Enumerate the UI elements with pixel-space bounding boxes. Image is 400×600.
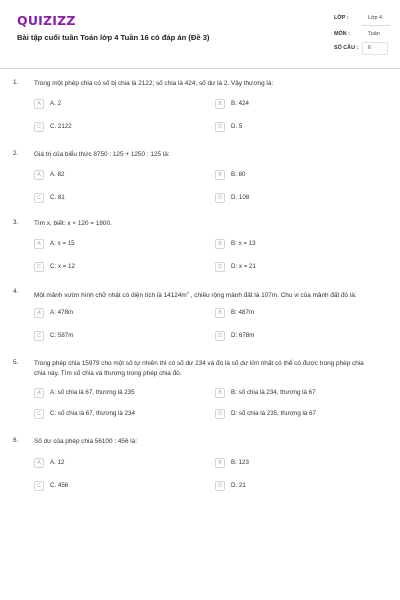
option-text: D. 5 [231,123,243,130]
option-letter-box: C [34,262,44,272]
option-letter-box: B [215,388,225,398]
option-text: A: 478m [50,309,74,316]
option-a[interactable] [34,170,184,182]
option-letter-box: A [34,458,44,468]
question-text-part: , chiều rộng mảnh đất là 107m. Chu vi của mảnh đất đó là: [188,292,357,300]
question-number: 5. [13,359,19,366]
quizizz-logo: QUIZIZZ [17,13,76,28]
question-text-part: Một mảnh vườn hình chữ nhật có diện tích là 14124m [34,292,187,300]
option-text: A. 82 [50,171,65,178]
option-letter-box: B [215,308,225,318]
option-letter-box: D [215,331,225,341]
option-c[interactable] [34,481,184,493]
meta-divider [362,25,390,26]
option-text: D. 21 [231,482,246,489]
option-d[interactable] [215,193,365,205]
superscript: 2 [186,290,189,295]
option-text: D: 678m [231,332,255,339]
option-letter-box: C [34,193,44,203]
option-text: A: số chia là 67, thương là 235 [50,389,135,396]
option-letter-box: A [34,239,44,249]
option-letter-box: D [215,262,225,272]
question-text: Giá trị của biểu thức 8750 : 125 + 1250 : 125 là: [34,151,170,158]
option-text: B: số chia là 234, thương là 67 [231,389,316,396]
question-text [34,288,364,301]
option-letter-box: D [215,481,225,491]
option-d[interactable] [215,122,365,134]
question-text: Trong phép chia 15979 cho một số tự nhiên thì có số dư 234 và đó là số dư lớn nhất có thể có được trong phép chia chia này. Tìm số chia và thương trong phép chia đó. [34,360,364,377]
option-letter-box: D [215,122,225,132]
worksheet-header [0,0,400,68]
option-c[interactable] [34,193,184,205]
option-text: C. 456 [50,482,69,489]
question-text: Số dư của phép chia 56100 : 456 là: [34,438,138,445]
option-a[interactable] [34,99,184,111]
question-number: 3. [13,219,19,226]
header-divider [0,68,400,69]
option-letter-box: C [34,331,44,341]
option-a[interactable] [34,458,184,470]
question-number: 6. [13,437,19,444]
option-text: B. 424 [231,100,249,107]
option-a[interactable] [34,388,184,400]
option-b[interactable] [215,388,365,400]
option-letter-box: A [34,99,44,109]
option-letter-box: B [215,239,225,249]
question-text: Trong một phép chia có số bị chia là 2122; số chia là 424; số dư là 2. Vậy thương là: [34,80,274,87]
meta-subject-label: MÔN : [334,31,350,37]
meta-count-label: SỐ CÂU : [334,45,359,51]
option-letter-box: C [34,122,44,132]
meta-grade-value: Lớp 4 [368,15,383,21]
option-letter-box: A [34,170,44,180]
question-number: 1. [13,79,19,86]
option-letter-box: B [215,170,225,180]
option-letter-box: D [215,193,225,203]
option-d[interactable] [215,331,365,343]
option-b[interactable] [215,99,365,111]
option-b[interactable] [215,308,365,320]
option-text: C. 81 [50,194,65,201]
option-text: C: số chia là 67, thương là 234 [50,410,135,417]
meta-count-value: 6 [368,45,371,51]
meta-grade-label: LỚP : [334,15,349,21]
meta-subject-value: Toán [368,31,380,37]
option-letter-box: A [34,388,44,398]
option-letter-box: C [34,481,44,491]
option-text: B. 123 [231,459,249,466]
option-letter-box: B [215,99,225,109]
option-text: D: số chia là 235, thương là 67 [231,410,316,417]
option-text: C: x = 12 [50,263,75,270]
option-text: A: x = 15 [50,240,75,247]
option-text: C: 587m [50,332,74,339]
question-number: 4. [13,288,19,295]
question-text: Tìm x, biết: x × 120 = 1800. [34,220,112,227]
option-text: B. 80 [231,171,246,178]
option-text: B: x = 13 [231,240,256,247]
option-d[interactable] [215,481,365,493]
option-c[interactable] [34,122,184,134]
option-text: A. 2 [50,100,62,107]
option-text: D. 108 [231,194,250,201]
option-a[interactable] [34,308,184,320]
option-letter-box: D [215,409,225,419]
question-number: 2. [13,150,19,157]
option-b[interactable] [215,458,365,470]
option-c[interactable] [34,409,184,421]
option-letter-box: C [34,409,44,419]
option-text: D: x = 21 [231,263,256,270]
worksheet-title: Bài tập cuối tuần Toán lớp 4 Tuần 16 có đáp án (Đề 3) [17,33,210,42]
option-d[interactable] [215,262,365,274]
option-letter-box: A [34,308,44,318]
option-d[interactable] [215,409,365,421]
option-b[interactable] [215,239,365,251]
option-c[interactable] [34,331,184,343]
option-c[interactable] [34,262,184,274]
option-b[interactable] [215,170,365,182]
meta-count-box [362,42,388,55]
option-a[interactable] [34,239,184,251]
option-text: A. 12 [50,459,65,466]
option-text: B: 487m [231,309,255,316]
option-text: C. 2122 [50,123,72,130]
option-letter-box: B [215,458,225,468]
